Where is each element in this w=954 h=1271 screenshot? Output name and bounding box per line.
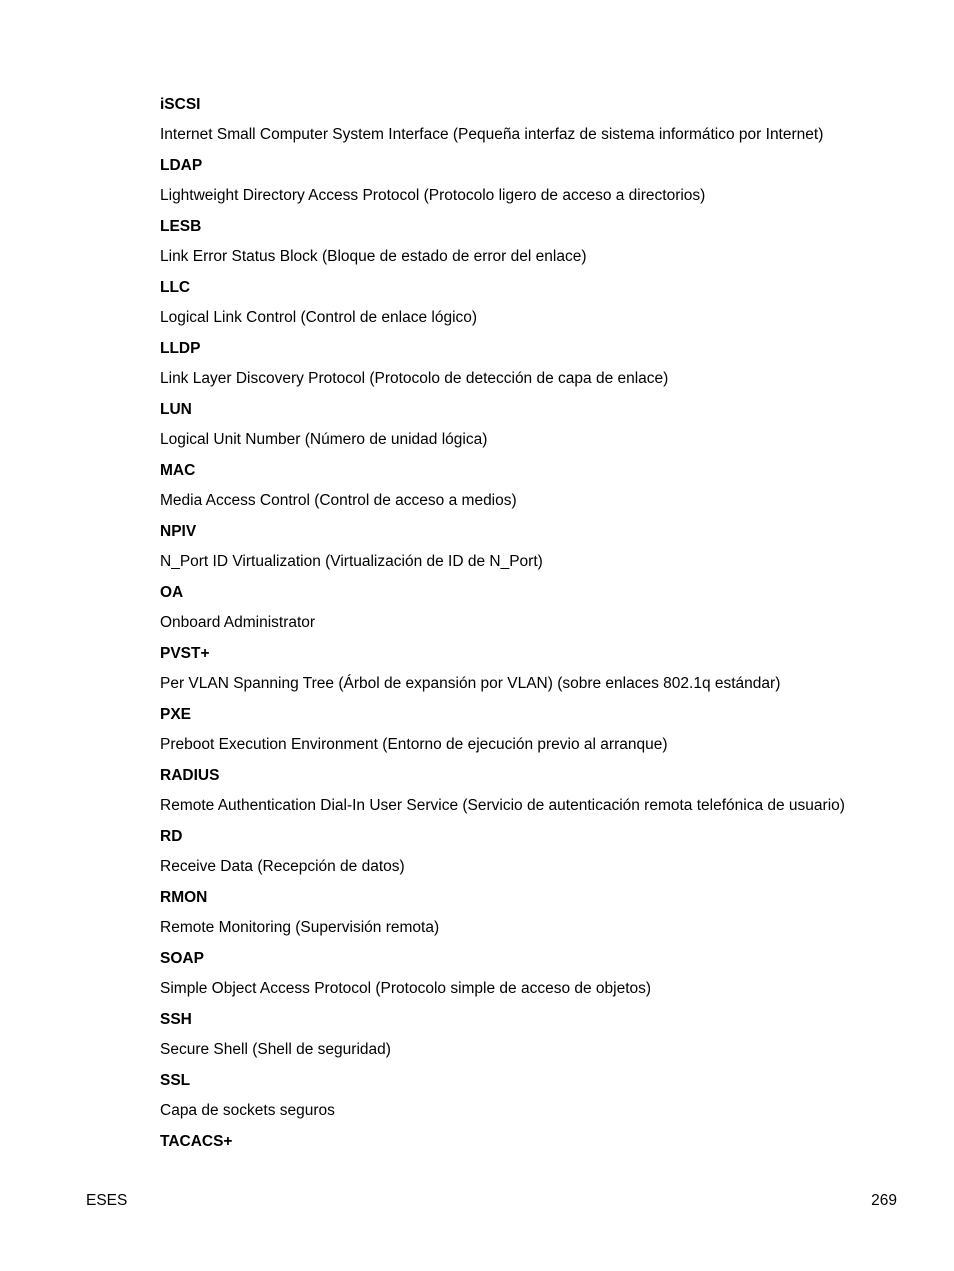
- glossary-definition: Lightweight Directory Access Protocol (Protocolo ligero de acceso a directorios): [160, 187, 706, 204]
- glossary-term: NPIV: [160, 523, 197, 540]
- glossary-term: SSL: [160, 1072, 191, 1089]
- footer-locale-code: ESES: [86, 1192, 128, 1209]
- glossary-term: RD: [160, 828, 183, 845]
- glossary-term: LLC: [160, 279, 191, 296]
- glossary-entry: [160, 582, 920, 634]
- glossary-definition: Onboard Administrator: [160, 614, 316, 631]
- glossary-entry: [160, 765, 920, 817]
- glossary-definition: Internet Small Computer System Interface (Pequeña interfaz de sistema informático por Internet): [160, 126, 824, 143]
- glossary-term: LESB: [160, 218, 202, 235]
- glossary-term: RMON: [160, 889, 208, 906]
- glossary-term: SSH: [160, 1011, 192, 1028]
- glossary-definition: Receive Data (Recepción de datos): [160, 858, 405, 875]
- glossary-entry: [160, 521, 920, 573]
- glossary-term: LUN: [160, 401, 192, 418]
- glossary-definition: Preboot Execution Environment (Entorno de ejecución previo al arranque): [160, 736, 668, 753]
- glossary-entry: [160, 94, 920, 146]
- glossary-definition: Link Error Status Block (Bloque de estado de error del enlace): [160, 248, 587, 265]
- glossary-entry: [160, 704, 920, 756]
- glossary-definition: N_Port ID Virtualization (Virtualización de ID de N_Port): [160, 553, 543, 570]
- glossary-entry: [160, 643, 920, 695]
- glossary-definition: Per VLAN Spanning Tree (Árbol de expansión por VLAN) (sobre enlaces 802.1q estándar): [160, 675, 781, 692]
- glossary-definition: Remote Authentication Dial-In User Service (Servicio de autenticación remota telefónica de usuario): [160, 797, 845, 814]
- glossary-entry: [160, 1009, 920, 1061]
- glossary-term: PVST+: [160, 645, 210, 662]
- glossary-definition: Link Layer Discovery Protocol (Protocolo de detección de capa de enlace): [160, 370, 669, 387]
- glossary-term: iSCSI: [160, 96, 201, 113]
- glossary-entry: [160, 1131, 920, 1153]
- glossary-entry: [160, 826, 920, 878]
- glossary-entry: [160, 1070, 920, 1122]
- glossary-term: SOAP: [160, 950, 204, 967]
- glossary-term: PXE: [160, 706, 192, 723]
- glossary-entry: [160, 155, 920, 207]
- glossary-entry: [160, 887, 920, 939]
- glossary-definition: Logical Unit Number (Número de unidad lógica): [160, 431, 488, 448]
- glossary-entry: [160, 277, 920, 329]
- glossary-list: [160, 94, 920, 1161]
- glossary-term: LDAP: [160, 157, 203, 174]
- glossary-term: OA: [160, 584, 184, 601]
- glossary-definition: Secure Shell (Shell de seguridad): [160, 1041, 391, 1058]
- glossary-definition: Capa de sockets seguros: [160, 1102, 335, 1119]
- glossary-entry: [160, 338, 920, 390]
- glossary-term: LLDP: [160, 340, 201, 357]
- glossary-entry: [160, 399, 920, 451]
- glossary-definition: Remote Monitoring (Supervisión remota): [160, 919, 440, 936]
- glossary-term: MAC: [160, 462, 196, 479]
- glossary-definition: Media Access Control (Control de acceso a medios): [160, 492, 517, 509]
- glossary-term: TACACS+: [160, 1133, 233, 1150]
- glossary-entry: [160, 460, 920, 512]
- glossary-entry: [160, 216, 920, 268]
- glossary-term: RADIUS: [160, 767, 220, 784]
- glossary-definition: Simple Object Access Protocol (Protocolo simple de acceso de objetos): [160, 980, 652, 997]
- glossary-definition: Logical Link Control (Control de enlace lógico): [160, 309, 478, 326]
- glossary-entry: [160, 948, 920, 1000]
- page-number: 269: [871, 1192, 897, 1209]
